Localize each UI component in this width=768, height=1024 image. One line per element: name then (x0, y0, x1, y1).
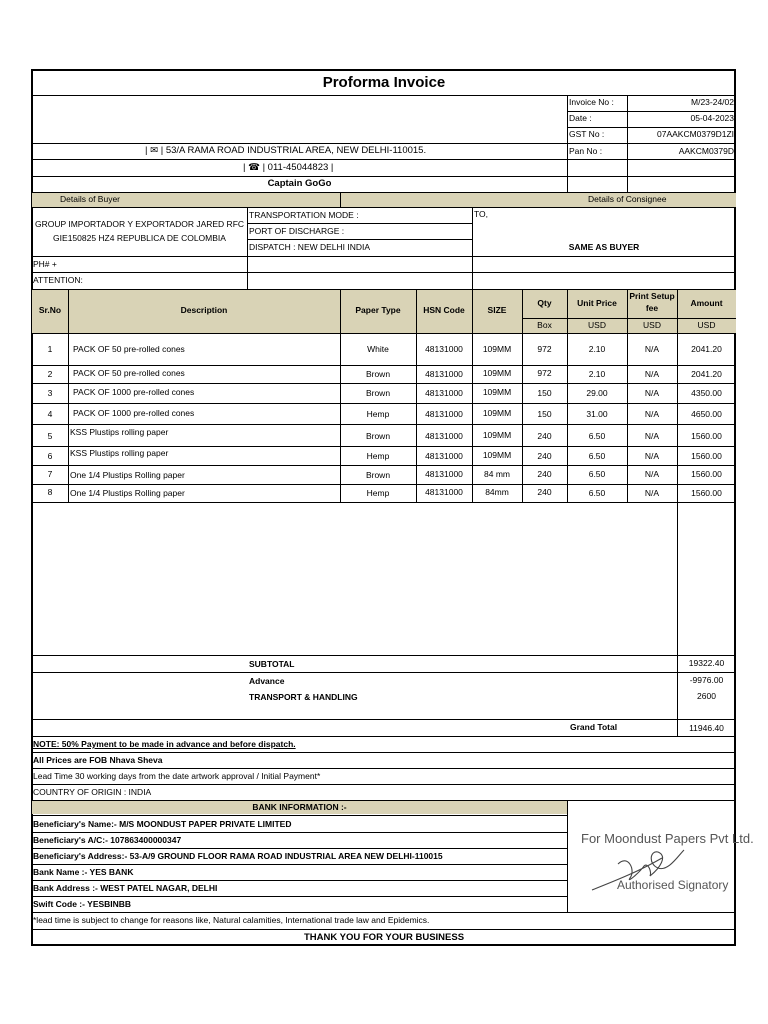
advance-value: -9976.00 (689, 675, 724, 685)
signature-scribble (588, 842, 688, 902)
row-size: 109MM (482, 408, 512, 418)
buyer-name-line1: GROUP IMPORTADOR Y EXPORTADOR JARED RFC (34, 219, 245, 229)
col-header-srno: Sr.No (38, 305, 62, 315)
disclaimer: *lead time is subject to change for reasons like, Natural calamities, International trade law and Epidemics. (33, 915, 430, 925)
row-unit-price: 6.50 (588, 488, 606, 498)
row-setup-fee: N/A (644, 409, 660, 419)
subtotal-label: SUBTOTAL (249, 659, 295, 669)
invoice-no-value: M/23-24/02 (691, 97, 734, 107)
invoice-title: Proforma Invoice (322, 74, 446, 91)
row-size: 84 mm (484, 469, 510, 479)
row-size: 84mm (485, 487, 509, 497)
row-hsn: 48131000 (425, 469, 463, 479)
row-description: KSS Plustips rolling paper (70, 448, 169, 458)
row-paper-type: Brown (365, 369, 391, 379)
row-qty: 150 (537, 409, 552, 419)
unit-price: USD (588, 320, 606, 330)
row-setup-fee: N/A (644, 469, 660, 479)
buyer-phone: PH# + (33, 259, 57, 269)
row-hsn: 48131000 (425, 344, 463, 354)
row-description: PACK OF 1000 pre-rolled cones (73, 387, 195, 397)
row-unit-price: 31.00 (586, 409, 608, 419)
row-srno: 7 (47, 469, 53, 479)
row-size: 109MM (482, 430, 512, 440)
row-unit-price: 6.50 (588, 469, 606, 479)
row-amount: 1560.00 (691, 488, 722, 498)
pan-label: Pan No : (569, 146, 603, 156)
signature-company: For Moondust Papers Pvt Ltd. (581, 831, 754, 846)
seller-address: | ✉ | 53/A RAMA ROAD INDUSTRIAL AREA, NEW DELHI-110015. (145, 145, 427, 156)
row-hsn: 48131000 (425, 451, 463, 461)
row-hsn: 48131000 (425, 431, 463, 441)
bank-address: Bank Address :- WEST PATEL NAGAR, DELHI (33, 883, 218, 893)
unit-amount: USD (697, 320, 716, 330)
row-size: 109MM (482, 368, 512, 378)
row-unit-price: 6.50 (588, 451, 606, 461)
row-paper-type: Brown (365, 431, 391, 441)
transport-label: TRANSPORT & HANDLING (249, 692, 358, 702)
row-srno: 3 (47, 388, 53, 398)
consignee-header: Details of Consignee (588, 194, 667, 204)
col-header-hsn: HSN Code (423, 305, 465, 315)
grand-total-value: 11946.40 (689, 723, 724, 733)
row-setup-fee: N/A (644, 369, 660, 379)
row-qty: 240 (537, 469, 552, 479)
buyer-header: Details of Buyer (60, 194, 120, 204)
transport-mode: TRANSPORTATION MODE : (249, 210, 359, 220)
consignee-to: TO, (474, 209, 489, 219)
advance-label: Advance (249, 676, 285, 686)
gst-label: GST No : (569, 129, 605, 139)
col-header-setup-1: Print Setup (629, 291, 675, 301)
date-label: Date : (569, 113, 592, 123)
date-value: 05-04-2023 (690, 113, 734, 123)
beneficiary-account: Beneficiary's A/C:- 107863400000347 (33, 835, 182, 845)
row-setup-fee: N/A (644, 488, 660, 498)
row-amount: 1560.00 (691, 431, 722, 441)
row-unit-price: 29.00 (586, 388, 608, 398)
row-srno: 1 (47, 344, 53, 354)
buyer-name-line2: GIE150825 HZ4 REPUBLICA DE COLOMBIA (53, 233, 226, 243)
row-hsn: 48131000 (425, 388, 463, 398)
row-srno: 2 (47, 369, 53, 379)
beneficiary-address: Beneficiary's Address:- 53-A/9 GROUND FLOOR RAMA ROAD INDUSTRIAL AREA NEW DELHI-110015 (33, 851, 443, 861)
row-size: 109MM (482, 450, 512, 460)
row-description: PACK OF 1000 pre-rolled cones (73, 408, 195, 418)
transport-value: 2600 (697, 691, 716, 701)
row-description: PACK OF 50 pre-rolled cones (73, 344, 185, 354)
row-paper-type: Hemp (366, 451, 390, 461)
row-qty: 240 (537, 431, 552, 441)
grand-total-label: Grand Total (570, 722, 618, 732)
thank-you: THANK YOU FOR YOUR BUSINESS (303, 932, 465, 943)
col-header-paper-type: Paper Type (355, 305, 401, 315)
row-size: 109MM (482, 387, 512, 397)
row-srno: 6 (47, 451, 53, 461)
seller-phone: | ☎ | 011-45044823 | (243, 162, 334, 173)
row-unit-price: 2.10 (588, 369, 606, 379)
row-amount: 2041.20 (691, 344, 722, 354)
beneficiary-name: Beneficiary's Name:- M/S MOONDUST PAPER PRIVATE LIMITED (33, 819, 292, 829)
row-size: 109MM (482, 344, 512, 354)
row-paper-type: Brown (365, 470, 391, 480)
row-description: KSS Plustips rolling paper (70, 427, 169, 437)
buyer-attention: ATTENTION: (33, 275, 83, 285)
row-qty: 972 (537, 344, 552, 354)
row-hsn: 48131000 (425, 369, 463, 379)
row-amount: 4350.00 (691, 388, 722, 398)
row-srno: 8 (47, 487, 53, 497)
row-amount: 1560.00 (691, 451, 722, 461)
col-header-amount: Amount (690, 298, 723, 308)
country-of-origin: COUNTRY OF ORIGIN : INDIA (33, 787, 152, 797)
authorised-signatory: Authorised Signatory (617, 878, 729, 892)
row-hsn: 48131000 (425, 409, 463, 419)
pan-value: AAKCM0379D (678, 146, 734, 156)
row-amount: 2041.20 (691, 369, 722, 379)
row-qty: 240 (537, 451, 552, 461)
row-unit-price: 2.10 (588, 344, 606, 354)
row-setup-fee: N/A (644, 388, 660, 398)
row-qty: 240 (537, 487, 552, 497)
row-description: One 1/4 Plustips Rolling paper (70, 470, 185, 480)
bank-header: BANK INFORMATION :- (252, 802, 347, 812)
row-description: One 1/4 Plustips Rolling paper (70, 488, 185, 498)
row-qty: 150 (537, 388, 552, 398)
col-header-unit-price: Unit Price (577, 298, 617, 308)
lead-time-note: Lead Time 30 working days from the date artwork approval / Initial Payment* (33, 771, 321, 781)
row-srno: 5 (47, 431, 53, 441)
row-paper-type: Hemp (366, 488, 390, 498)
row-paper-type: Brown (365, 388, 391, 398)
row-unit-price: 6.50 (588, 431, 606, 441)
col-header-setup-2: fee (645, 303, 659, 313)
dispatch-location: DISPATCH : NEW DELHI INDIA (249, 242, 371, 252)
col-header-qty: Qty (537, 298, 552, 308)
row-amount: 1560.00 (691, 469, 722, 479)
row-setup-fee: N/A (644, 431, 660, 441)
consignee-same: SAME AS BUYER (568, 242, 640, 252)
gst-value: 07AAKCM0379D1ZI (656, 129, 734, 139)
subtotal-value: 19322.40 (688, 658, 725, 668)
unit-qty: Box (537, 320, 552, 330)
invoice-no-label: Invoice No : (569, 97, 614, 107)
swift-code: Swift Code :- YESBINBB (33, 899, 132, 909)
bank-name: Bank Name :- YES BANK (33, 867, 134, 877)
row-hsn: 48131000 (425, 487, 463, 497)
port-of-discharge: PORT OF DISCHARGE : (249, 226, 345, 236)
row-setup-fee: N/A (644, 344, 660, 354)
seller-name: Captain GoGo (267, 178, 332, 189)
row-description: PACK OF 50 pre-rolled cones (73, 368, 185, 378)
col-header-size: SIZE (487, 305, 507, 315)
unit-setup: USD (643, 320, 661, 330)
col-header-description: Description (180, 305, 228, 315)
row-qty: 972 (537, 368, 552, 378)
row-srno: 4 (47, 409, 53, 419)
payment-note: NOTE: 50% Payment to be made in advance and before dispatch. (33, 739, 296, 749)
row-amount: 4650.00 (691, 409, 722, 419)
row-setup-fee: N/A (644, 451, 660, 461)
fob-note: All Prices are FOB Nhava Sheva (33, 755, 163, 765)
row-paper-type: White (367, 344, 389, 354)
row-paper-type: Hemp (366, 409, 390, 419)
